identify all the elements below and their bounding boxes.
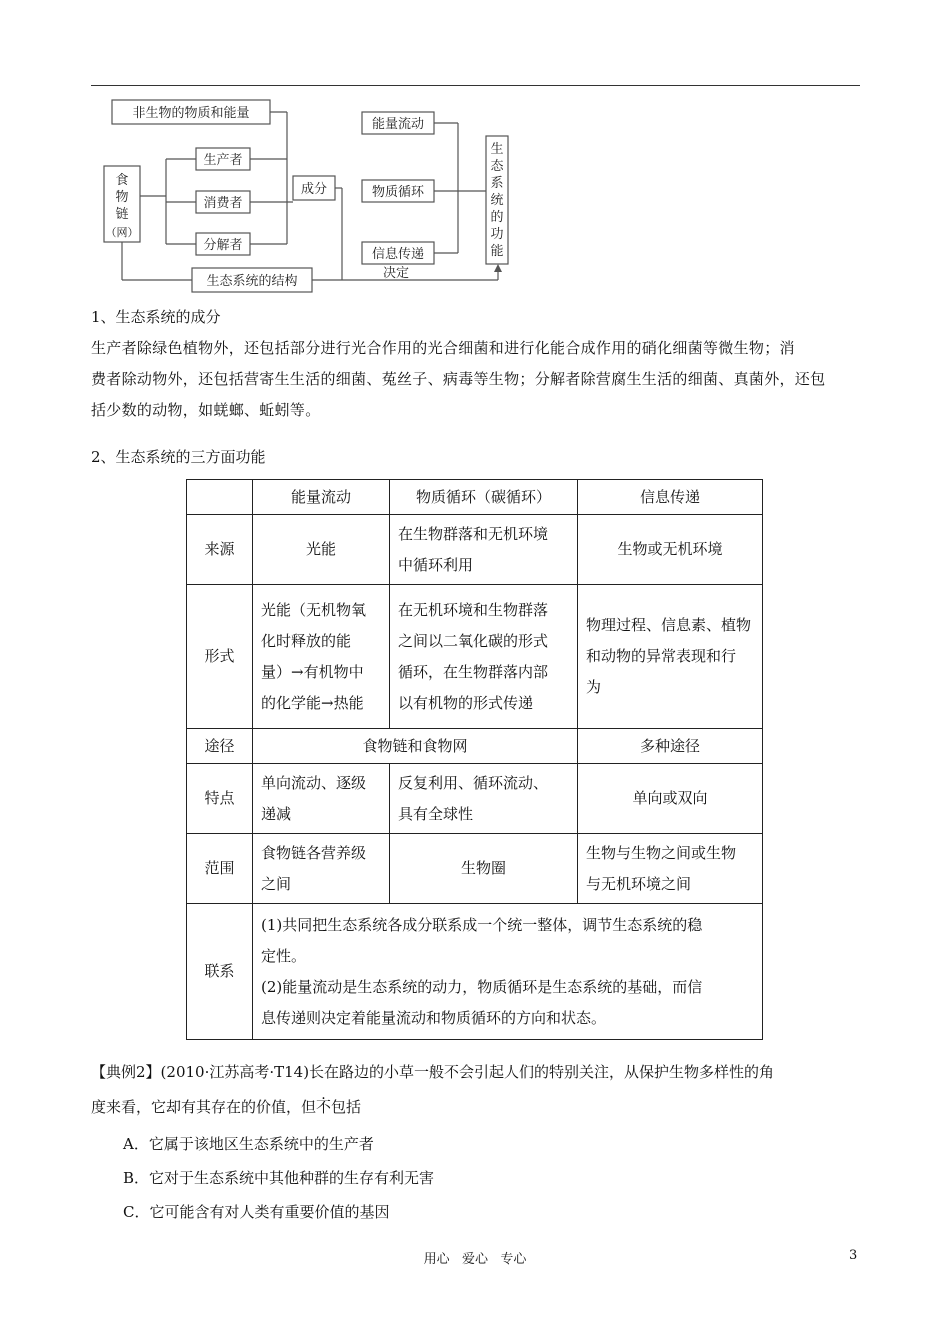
paragraph-line: 括少数的动物，如蜣螂、蚯蚓等。 bbox=[91, 401, 321, 419]
row-label: 范围 bbox=[187, 834, 253, 904]
page-number: 3 bbox=[849, 1248, 858, 1263]
section1-heading: 1、生态系统的成分 bbox=[91, 308, 221, 326]
food-chain-char: （网） bbox=[105, 226, 139, 239]
abiotic-label: 非生物的物质和能量 bbox=[132, 106, 250, 121]
row-label: 形式 bbox=[187, 585, 253, 729]
function-table bbox=[186, 479, 763, 1040]
food-chain-char: 食 bbox=[115, 173, 129, 188]
table-cell: (1)共同把生态系统各成分联系成一个统一整体，调节生态系统的稳 定性。 (2)能量流动是生态系统的动力，物质循环是生态系统的基础，而信 息传递则决定着能量流动和物质循环的方向和状态。 bbox=[253, 904, 763, 1040]
table-cell: 生物与生物之间或生物 与无机环境之间 bbox=[578, 834, 763, 904]
producer-label: 生产者 bbox=[203, 153, 243, 168]
structure-label: 生态系统的结构 bbox=[206, 274, 298, 289]
table-header: 能量流动 bbox=[253, 480, 390, 515]
function-char: 生 bbox=[490, 142, 504, 157]
row-label: 途径 bbox=[187, 729, 253, 764]
table-cell: 生物圈 bbox=[390, 834, 578, 904]
paragraph-line: 生产者除绿色植物外，还包括部分进行光合作用的光合细菌和进行化能合成作用的硝化细菌等微生物；消 bbox=[91, 339, 795, 357]
row-label: 联系 bbox=[187, 904, 253, 1040]
table-header: 信息传递 bbox=[578, 480, 763, 515]
table-row bbox=[187, 834, 763, 904]
table-row bbox=[187, 764, 763, 834]
consumer-label: 消费者 bbox=[203, 196, 243, 211]
table-cell: 生物或无机环境 bbox=[578, 515, 763, 585]
section1-paragraph bbox=[91, 333, 861, 426]
table-cell: 反复利用、循环流动、 具有全球性 bbox=[390, 764, 578, 834]
header-rule bbox=[91, 85, 860, 86]
option-c: C．它可能含有对人类有重要价值的基因 bbox=[123, 1203, 390, 1221]
ecosystem-diagram bbox=[100, 96, 520, 296]
decomposer-label: 分解者 bbox=[203, 238, 243, 253]
example-line: 度来看，它却有其存在的价值，但不包括 bbox=[91, 1098, 362, 1116]
table-cell: 食物链各营养级 之间 bbox=[253, 834, 390, 904]
table-cell bbox=[187, 480, 253, 515]
function-char: 态 bbox=[490, 159, 504, 174]
table-cell: 物理过程、信息素、植物 和动物的异常表现和行 为 bbox=[578, 585, 763, 729]
emphasis-mark: 不 bbox=[316, 1098, 332, 1116]
table-cell: 光能 bbox=[253, 515, 390, 585]
components-label: 成分 bbox=[300, 182, 328, 197]
info-transfer-label: 信息传递 bbox=[371, 247, 425, 262]
food-chain-char: 链 bbox=[115, 207, 129, 222]
table-cell: 食物链和食物网 bbox=[253, 729, 578, 764]
determines-label: 决定 bbox=[382, 266, 410, 281]
function-char: 的 bbox=[490, 210, 504, 225]
section2-heading: 2、生态系统的三方面功能 bbox=[91, 448, 266, 466]
function-char: 统 bbox=[490, 193, 504, 208]
table-row bbox=[187, 585, 763, 729]
function-char: 功 bbox=[490, 227, 504, 242]
material-cycle-label: 物质循环 bbox=[371, 185, 425, 200]
table-cell: 在生物群落和无机环境 中循环利用 bbox=[390, 515, 578, 585]
table-cell: 多种途径 bbox=[578, 729, 763, 764]
food-chain-char: 物 bbox=[115, 190, 129, 205]
table-cell: 单向流动、逐级 递减 bbox=[253, 764, 390, 834]
function-char: 系 bbox=[490, 176, 504, 191]
table-cell: 光能（无机物氧 化时释放的能 量）→有机物中 的化学能→热能 bbox=[253, 585, 390, 729]
table-header: 物质循环（碳循环） bbox=[390, 480, 578, 515]
table-row bbox=[187, 480, 763, 515]
paragraph-line: 费者除动物外，还包括营寄生生活的细菌、菟丝子、病毒等生物；分解者除营腐生生活的细菌、真菌外，还包 bbox=[91, 370, 826, 388]
table-row bbox=[187, 904, 763, 1040]
example-line: 【典例2】(2010·江苏高考·T14)长在路边的小草一般不会引起人们的特别关注，从保护生物多样性的角 bbox=[91, 1063, 775, 1081]
footer-motto: 用心 爱心 专心 bbox=[423, 1252, 527, 1267]
table-row bbox=[187, 515, 763, 585]
row-label: 特点 bbox=[187, 764, 253, 834]
table-row bbox=[187, 729, 763, 764]
table-cell: 单向或双向 bbox=[578, 764, 763, 834]
function-char: 能 bbox=[490, 244, 504, 259]
table-cell: 在无机环境和生物群落 之间以二氧化碳的形式 循环，在生物群落内部 以有机物的形式传递 bbox=[390, 585, 578, 729]
energy-flow-label: 能量流动 bbox=[371, 117, 425, 132]
row-label: 来源 bbox=[187, 515, 253, 585]
option-b: B．它对于生态系统中其他种群的生存有利无害 bbox=[123, 1169, 435, 1187]
arrow-up-icon bbox=[494, 264, 502, 272]
option-a: A．它属于该地区生态系统中的生产者 bbox=[123, 1135, 374, 1153]
